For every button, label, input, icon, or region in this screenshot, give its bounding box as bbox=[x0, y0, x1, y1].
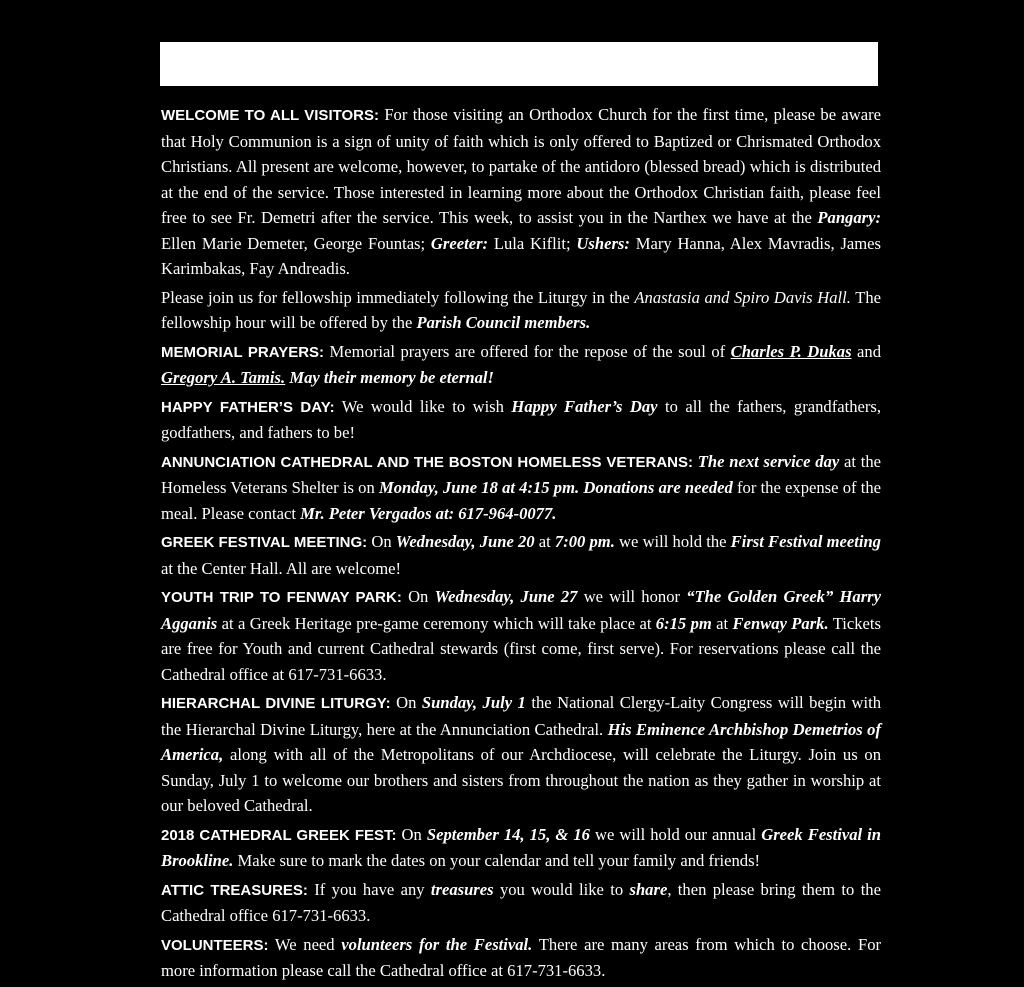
announcement-text: along with all of the Metropolitans of our Archdiocese, will celebrate the Liturgy. Join us on Sunday, July 1 to welcome our brothers and sisters from throughout the nation as they gather in worship at our beloved Cathedral. bbox=[161, 745, 881, 815]
announcement-text: Mr. Peter Vergados at: 617-964-0077. bbox=[300, 503, 557, 523]
announcement-text: We would like to wish bbox=[334, 396, 512, 416]
announcement-text: volunteers for the Festival. bbox=[341, 934, 533, 954]
announcement-hierarchal-liturgy bbox=[161, 690, 881, 819]
announcement-text: we will hold our annual bbox=[589, 824, 762, 844]
header-banner bbox=[160, 42, 878, 86]
announcement-text: you would like to bbox=[493, 879, 630, 899]
announcement-text: 7:00 pm. bbox=[554, 532, 615, 551]
announcement-text: we will honor bbox=[577, 587, 687, 606]
announcement-text: Gregory A. Tamis. bbox=[161, 368, 286, 387]
announcement-text: the National Clergy-Laity Congress will begin with the Hierarchal Divine Liturgy, here at the Annunciation Cathedral. bbox=[161, 693, 882, 739]
announcement-text: Pangary: bbox=[817, 208, 881, 227]
announcement-text: , then please bring them to the Cathedral office 617-731-6633. bbox=[161, 879, 881, 925]
announcement-heading: 2018 CATHEDRAL GREEK FEST: bbox=[161, 826, 397, 844]
announcement-heading: ATTIC TREASURES: bbox=[161, 881, 308, 899]
announcement-text: His Eminence Archbishop Demetrios of America, bbox=[161, 719, 881, 764]
announcement-text: share bbox=[629, 879, 668, 899]
announcement-text: On bbox=[367, 532, 396, 551]
announcement-volunteers bbox=[161, 932, 881, 984]
announcement-text: and bbox=[851, 341, 881, 361]
announcement-text: Fenway Park. bbox=[732, 613, 829, 633]
announcement-text: On bbox=[390, 693, 422, 712]
announcement-text: Memorial prayers are offered for the repose of the soul of bbox=[324, 341, 731, 361]
announcement-text: Monday, June 18 at 4:15 pm. Donations are needed bbox=[378, 478, 733, 497]
announcement-text: The fellowship hour will be offered by the bbox=[161, 287, 881, 332]
announcement-text: at the Center Hall. All are welcome! bbox=[161, 558, 402, 578]
announcement-text: Sunday, July 1 bbox=[421, 693, 526, 712]
announcement-text: If you have any bbox=[307, 879, 431, 899]
announcement-text: at bbox=[711, 613, 733, 633]
announcement-heading: HAPPY FATHER’S DAY: bbox=[161, 398, 335, 416]
announcement-heading: MEMORIAL PRAYERS: bbox=[161, 343, 325, 361]
announcement-text: Charles P. Dukas bbox=[730, 341, 852, 361]
announcement-text: Mary Hanna, Alex Mavradis, James Karimbakas, Fay Andreadis. bbox=[161, 233, 881, 278]
announcement-heading: WELCOME TO ALL VISITORS: bbox=[161, 107, 379, 124]
announcement-text: Make sure to mark the dates on your calendar and tell your family and friends! bbox=[233, 851, 761, 870]
announcement-text: we will hold the bbox=[614, 532, 731, 551]
announcement-text: to all the fathers, grandfathers, godfathers, and fathers to be! bbox=[161, 396, 881, 442]
announcement-heading: HIERARCHAL DIVINE LITURGY: bbox=[161, 695, 391, 712]
announcement-greek-fest bbox=[161, 822, 881, 874]
announcement-text: We need bbox=[268, 934, 342, 954]
announcement-heading: VOLUNTEERS: bbox=[161, 936, 269, 954]
announcements-body bbox=[161, 102, 881, 987]
announcement-text: The next service day bbox=[697, 451, 840, 471]
announcement-text: at bbox=[534, 532, 555, 551]
announcement-text: Tickets are free for Youth and current Cathedral stewards (first come, first serve). For reservations please call the Cathedral office at 617-731-6633. bbox=[161, 613, 881, 684]
announcement-fathers-day bbox=[161, 394, 881, 446]
announcement-text: for the expense of the meal. Please contact bbox=[161, 478, 881, 523]
announcement-text: at the Homeless Veterans Shelter is on bbox=[161, 451, 881, 497]
announcement-text: Greek Festival in Brookline. bbox=[161, 824, 882, 870]
announcement-text: September 14, 15, & 16 bbox=[426, 824, 590, 844]
announcement-text: Wednesday, June 27 bbox=[434, 587, 578, 606]
announcement-text: First Festival meeting bbox=[730, 532, 881, 551]
announcement-text: Anastasia and Spiro Davis Hall. bbox=[634, 287, 851, 307]
announcement-festival-meeting bbox=[161, 529, 881, 581]
announcement-heading: GREEK FESTIVAL MEETING: bbox=[161, 534, 368, 551]
announcement-text: May their memory be eternal! bbox=[289, 368, 494, 387]
announcement-text: Wednesday, June 20 bbox=[395, 532, 535, 551]
announcement-attic-treasures bbox=[161, 877, 881, 929]
announcement-text: On bbox=[396, 824, 427, 844]
announcement-text: 6:15 pm bbox=[655, 613, 712, 633]
announcement-text: On bbox=[401, 587, 435, 606]
announcement-text: For those visiting an Orthodox Church for the first time, please be aware that Holy Communion is a sign of unity of faith which is only offered to Baptized or Chrismated Orthodox Christians. All present are welcome, however, to partake of the antidoro (blessed bread) which is distributed at the end of the service. Those interested in learning more about the Orthodox Christian faith, please feel free to see Fr. Demetri after the service. This week, to assist you in the Narthex we have at the bbox=[161, 105, 881, 227]
announcement-text: Ushers: bbox=[576, 233, 630, 253]
announcement-fellowship bbox=[161, 285, 881, 336]
announcement-fenway-trip bbox=[161, 584, 881, 687]
announcement-homeless-veterans bbox=[161, 449, 881, 527]
announcement-text: Ellen Marie Demeter, George Fountas; bbox=[161, 233, 431, 253]
announcement-text: Greeter: bbox=[430, 233, 489, 253]
announcement-text: “The Golden Greek” Harry Agganis bbox=[161, 587, 881, 633]
announcement-text: Lula Kiflit; bbox=[488, 233, 577, 253]
announcement-text: Happy Father’s Day bbox=[511, 396, 658, 416]
announcement-text: treasures bbox=[430, 879, 494, 899]
announcement-text: Please join us for fellowship immediately following the Liturgy in the bbox=[161, 287, 635, 307]
announcement-welcome-visitors bbox=[161, 102, 881, 282]
announcement-memorial-prayers bbox=[161, 339, 881, 391]
announcement-heading: YOUTH TRIP TO FENWAY PARK: bbox=[161, 589, 402, 606]
announcement-text: Parish Council members. bbox=[416, 313, 591, 332]
announcement-heading: ANNUNCIATION CATHEDRAL AND THE BOSTON HOMELESS VETERANS: bbox=[161, 453, 694, 471]
announcement-text: There are many areas from which to choose. For more information please call the Cathedral office at 617-731-6633. bbox=[161, 934, 882, 980]
announcement-text: at a Greek Heritage pre-game ceremony which will take place at bbox=[217, 613, 656, 633]
